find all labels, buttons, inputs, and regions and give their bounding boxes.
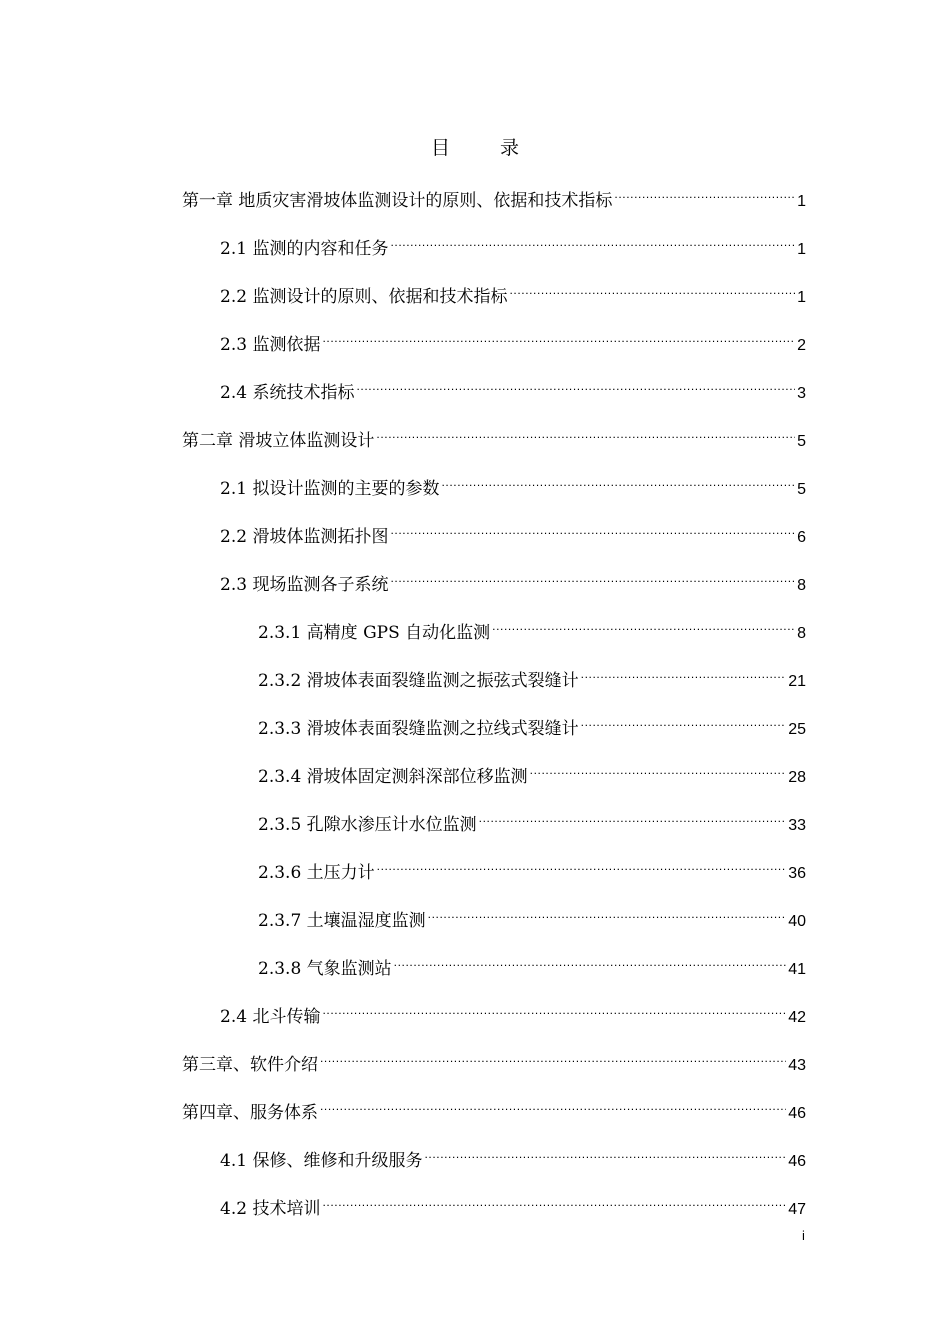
dot-leader [581, 708, 787, 734]
dot-leader [356, 372, 795, 398]
toc-entry-section[interactable] [220, 1140, 806, 1171]
dot-leader [509, 276, 795, 302]
toc-entry-label: 2.4 系统技术指标 [220, 383, 355, 403]
toc-entry-page: 8 [797, 577, 806, 594]
toc-entry-label: 2.3.7 土壤温湿度监测 [258, 911, 426, 931]
toc-entry-page: 43 [788, 1057, 806, 1074]
toc-entry-label: 2.3.8 气象监测站 [258, 959, 392, 979]
toc-entry-label: 第三章、软件介绍 [182, 1055, 318, 1075]
toc-entry-page: 5 [797, 481, 806, 498]
toc-entry-label: 4.1 保修、维修和升级服务 [220, 1151, 423, 1171]
toc-entry-page: 1 [797, 193, 806, 210]
toc-entry-section[interactable] [220, 372, 806, 403]
toc-entry-page: 21 [788, 673, 806, 690]
toc-entry-subsection[interactable] [258, 948, 806, 979]
dot-leader [394, 948, 787, 974]
toc-entry-subsection[interactable] [258, 660, 806, 691]
toc-title: 目 录 [430, 137, 542, 159]
toc-entry-page: 1 [797, 241, 806, 258]
toc-entry-label: 2.3 监测依据 [220, 335, 321, 355]
toc-entry-label: 2.4 北斗传输 [220, 1007, 321, 1027]
toc-entry-section[interactable] [220, 996, 806, 1027]
toc-entry-label: 2.2 滑坡体监测拓扑图 [220, 527, 389, 547]
toc-entry-chapter-1[interactable] [182, 180, 806, 211]
toc-entry-subsection[interactable] [258, 900, 806, 931]
toc-entry-subsection[interactable] [258, 612, 806, 643]
toc-entry-page: 6 [797, 529, 806, 546]
toc-entry-label: 4.2 技术培训 [220, 1199, 321, 1219]
dot-leader [320, 1092, 786, 1118]
dot-leader [390, 228, 795, 254]
dot-leader [581, 660, 787, 686]
dot-leader [376, 420, 795, 446]
toc-entry-section[interactable] [220, 228, 806, 259]
toc-entry-page: 2 [797, 337, 806, 354]
toc-entry-chapter-3[interactable] [182, 1044, 806, 1075]
toc-entry-label: 第二章 滑坡立体监测设计 [182, 431, 375, 451]
toc-entry-page: 36 [788, 865, 806, 882]
toc-entry-page: 41 [788, 961, 806, 978]
toc-entry-chapter-4[interactable] [182, 1092, 806, 1123]
toc-entry-label: 2.3.4 滑坡体固定测斜深部位移监测 [258, 767, 528, 787]
dot-leader [424, 1140, 786, 1166]
dot-leader [492, 612, 795, 638]
toc-entry-page: 1 [797, 289, 806, 306]
toc-entry-page: 42 [788, 1009, 806, 1026]
toc-entry-page: 40 [788, 913, 806, 930]
dot-leader [479, 804, 787, 830]
toc-entry-section[interactable] [220, 564, 806, 595]
dot-leader [320, 1044, 786, 1070]
dot-leader [390, 564, 795, 590]
toc-entry-subsection[interactable] [258, 852, 806, 883]
toc-entry-page: 28 [788, 769, 806, 786]
dot-leader [441, 468, 795, 494]
toc-entry-label: 2.3.5 孔隙水渗压计水位监测 [258, 815, 477, 835]
toc-entry-label: 第四章、服务体系 [182, 1103, 318, 1123]
toc-entry-page: 47 [788, 1201, 806, 1218]
toc-entry-label: 2.3.1 高精度 GPS 自动化监测 [258, 623, 491, 643]
toc-entry-label: 2.1 拟设计监测的主要的参数 [220, 479, 440, 499]
dot-leader [377, 852, 787, 878]
toc-entry-label: 2.3.6 土压力计 [258, 863, 375, 883]
toc-entry-page: 5 [797, 433, 806, 450]
dot-leader [390, 516, 795, 542]
toc-entry-label: 2.1 监测的内容和任务 [220, 239, 389, 259]
toc-entry-section[interactable] [220, 324, 806, 355]
dot-leader [322, 1188, 786, 1214]
toc-entry-subsection[interactable] [258, 756, 806, 787]
toc-entry-label: 2.2 监测设计的原则、依据和技术指标 [220, 287, 508, 307]
toc-entry-page: 3 [797, 385, 806, 402]
toc-entry-label: 2.3 现场监测各子系统 [220, 575, 389, 595]
toc-entry-label: 2.3.3 滑坡体表面裂缝监测之拉线式裂缝计 [258, 719, 579, 739]
toc-entry-subsection[interactable] [258, 804, 806, 835]
toc-entry-subsection[interactable] [258, 708, 806, 739]
toc-entry-label: 2.3.2 滑坡体表面裂缝监测之振弦式裂缝计 [258, 671, 579, 691]
dot-leader [614, 180, 795, 206]
toc-entry-label: 第一章 地质灾害滑坡体监测设计的原则、依据和技术指标 [182, 191, 613, 211]
toc-entry-section[interactable] [220, 1188, 806, 1219]
dot-leader [322, 996, 786, 1022]
dot-leader [428, 900, 787, 926]
toc-entry-page: 46 [788, 1105, 806, 1122]
toc-entry-page: 46 [788, 1153, 806, 1170]
dot-leader [530, 756, 787, 782]
toc-entry-page: 33 [788, 817, 806, 834]
toc-entry-page: 8 [797, 625, 806, 642]
toc-entry-section[interactable] [220, 276, 806, 307]
toc-entry-chapter-2[interactable] [182, 420, 806, 451]
toc-entry-page: 25 [788, 721, 806, 738]
page-number: i [802, 1228, 805, 1243]
toc-entry-section[interactable] [220, 516, 806, 547]
toc-entry-section[interactable] [220, 468, 806, 499]
dot-leader [322, 324, 795, 350]
